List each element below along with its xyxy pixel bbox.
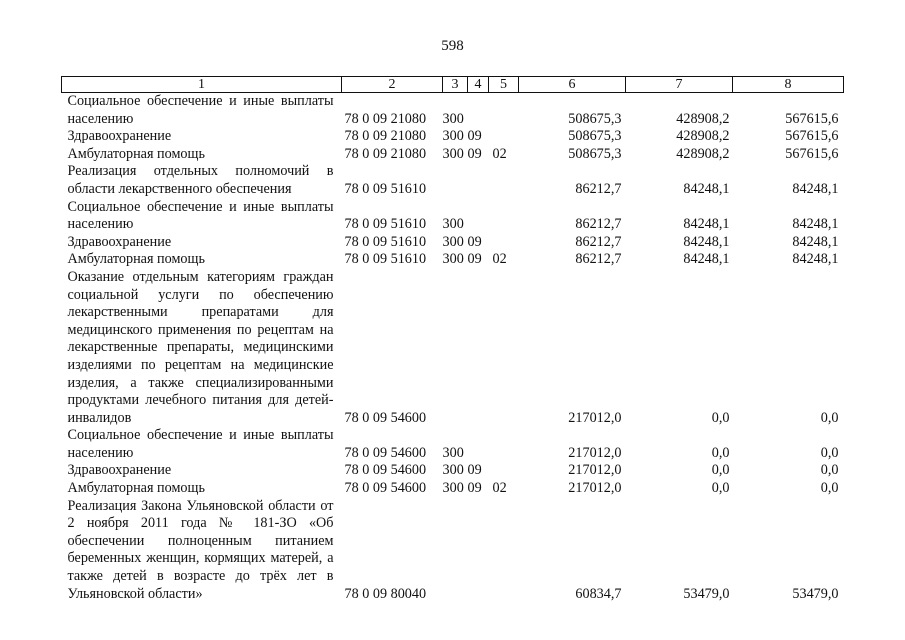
row-expense-type: 300 [442, 480, 464, 497]
row-name: Социальное обеспечение и иные выплаты населению [67, 427, 334, 461]
row-subsection [489, 498, 519, 604]
row-subsection [489, 93, 519, 129]
row-subsection [489, 128, 519, 146]
row-amount-2: 428908,2 [676, 110, 730, 127]
table-row [62, 199, 844, 234]
table-header-row [62, 77, 844, 93]
row-amount-2: 84248,1 [683, 233, 730, 250]
row-name: Здравоохранение [67, 128, 172, 145]
row-expense-type: 300 [442, 251, 464, 268]
row-amount-2: 0,0 [711, 409, 730, 426]
page-number: 598 [441, 38, 464, 54]
row-expense-type [443, 269, 468, 427]
row-subsection: 02 [492, 251, 507, 268]
row-subsection: 02 [492, 480, 507, 497]
row-subsection [489, 199, 519, 234]
row-expense-type: 300 [442, 216, 464, 233]
row-code: 78 0 09 21080 [344, 128, 427, 145]
row-code: 78 0 09 80040 [344, 585, 427, 602]
row-amount-2: 428908,2 [676, 128, 730, 145]
row-code: 78 0 09 54600 [344, 444, 427, 461]
row-amount-3: 84248,1 [792, 216, 839, 233]
row-subsection: 02 [492, 145, 507, 162]
row-amount-1: 86212,7 [575, 251, 622, 268]
row-subsection [489, 234, 519, 252]
row-amount-3: 53479,0 [792, 585, 839, 602]
row-code: 78 0 09 51610 [344, 180, 427, 197]
row-name: Реализация отдельных полномочий в области лекарственного обеспечения [67, 163, 334, 197]
budget-table [61, 76, 844, 603]
row-amount-3: 84248,1 [792, 233, 839, 250]
row-amount-3: 0,0 [820, 462, 839, 479]
table-row [62, 146, 844, 164]
row-name: Реализация Закона Ульяновской области от 2 ноября 2011 года № 181-ЗО «Об обеспечении полноценным питанием беременных женщин, кормящих матерей, а также детей в возрасте до трёх лет в Ульяновской области» [67, 497, 334, 602]
row-section: 09 [467, 128, 482, 145]
row-amount-2: 0,0 [711, 462, 730, 479]
row-amount-3: 567615,6 [785, 128, 839, 145]
row-section [468, 498, 489, 604]
row-amount-3: 84248,1 [792, 180, 839, 197]
row-amount-3: 567615,6 [785, 145, 839, 162]
row-code: 78 0 09 21080 [344, 145, 427, 162]
row-expense-type [443, 163, 468, 198]
row-expense-type: 300 [442, 110, 464, 127]
table-row [62, 251, 844, 269]
column-header: 1 [62, 77, 342, 93]
row-amount-2: 53479,0 [683, 585, 730, 602]
row-name: Амбулаторная помощь [67, 251, 205, 268]
row-expense-type [443, 498, 468, 604]
row-section [468, 427, 489, 462]
row-amount-3: 0,0 [820, 480, 839, 497]
row-amount-2: 428908,2 [676, 145, 730, 162]
row-code: 78 0 09 21080 [344, 110, 427, 127]
row-section: 09 [467, 145, 482, 162]
row-expense-type: 300 [442, 462, 464, 479]
row-name: Здравоохранение [67, 462, 172, 479]
row-amount-1: 86212,7 [575, 233, 622, 250]
row-subsection [489, 462, 519, 480]
table-row [62, 128, 844, 146]
row-subsection [489, 427, 519, 462]
row-amount-1: 60834,7 [575, 585, 622, 602]
column-header: 2 [342, 77, 443, 93]
row-code: 78 0 09 51610 [344, 216, 427, 233]
column-header: 3 [443, 77, 468, 93]
table-row [62, 269, 844, 427]
row-code: 78 0 09 51610 [344, 233, 427, 250]
column-header: 7 [626, 77, 733, 93]
row-code: 78 0 09 51610 [344, 251, 427, 268]
row-amount-2: 84248,1 [683, 251, 730, 268]
row-name: Социальное обеспечение и иные выплаты населению [67, 93, 334, 127]
row-name: Здравоохранение [67, 233, 172, 250]
table-row [62, 427, 844, 462]
row-expense-type: 300 [442, 145, 464, 162]
row-amount-2: 84248,1 [683, 216, 730, 233]
row-section: 09 [467, 462, 482, 479]
row-amount-1: 86212,7 [575, 216, 622, 233]
row-expense-type: 300 [442, 233, 464, 250]
row-name: Социальное обеспечение и иные выплаты населению [67, 198, 334, 233]
column-header: 6 [519, 77, 626, 93]
row-code: 78 0 09 54600 [344, 409, 427, 426]
row-amount-3: 0,0 [820, 409, 839, 426]
row-section: 09 [467, 480, 482, 497]
row-amount-1: 217012,0 [568, 409, 622, 426]
table-row [62, 234, 844, 252]
row-amount-1: 217012,0 [568, 480, 622, 497]
row-subsection [489, 269, 519, 427]
row-amount-1: 508675,3 [568, 110, 622, 127]
row-amount-2: 84248,1 [683, 180, 730, 197]
column-header: 8 [733, 77, 844, 93]
row-code: 78 0 09 54600 [344, 480, 427, 497]
row-section [468, 93, 489, 129]
column-header: 5 [489, 77, 519, 93]
row-expense-type: 300 [442, 128, 464, 145]
table-row [62, 163, 844, 198]
row-section [468, 269, 489, 427]
row-amount-3: 84248,1 [792, 251, 839, 268]
row-code: 78 0 09 54600 [344, 462, 427, 479]
row-amount-1: 508675,3 [568, 128, 622, 145]
row-amount-2: 0,0 [711, 480, 730, 497]
row-name: Амбулаторная помощь [67, 480, 205, 497]
row-amount-1: 86212,7 [575, 180, 622, 197]
row-section [468, 199, 489, 234]
row-section: 09 [467, 233, 482, 250]
row-section [468, 163, 489, 198]
row-amount-3: 567615,6 [785, 110, 839, 127]
row-name: Оказание отдельным категориям граждан социальной услуги по обеспечению лекарственными препаратами для медицинского применения по рецептам на лекарственные препараты, медицинскими изделиями по рецептам на медицинские изделия, а также специализированными продуктами лечебного питания для детей-инвалидов [67, 268, 334, 426]
row-amount-1: 217012,0 [568, 462, 622, 479]
table-row [62, 480, 844, 498]
row-amount-1: 508675,3 [568, 145, 622, 162]
table-row [62, 93, 844, 129]
row-subsection [489, 163, 519, 198]
row-amount-2: 0,0 [711, 444, 730, 461]
row-amount-1: 217012,0 [568, 444, 622, 461]
table-row [62, 498, 844, 604]
row-expense-type: 300 [442, 444, 464, 461]
row-section: 09 [467, 251, 482, 268]
column-header: 4 [468, 77, 489, 93]
table-row [62, 462, 844, 480]
row-name: Амбулаторная помощь [67, 145, 205, 162]
row-amount-3: 0,0 [820, 444, 839, 461]
